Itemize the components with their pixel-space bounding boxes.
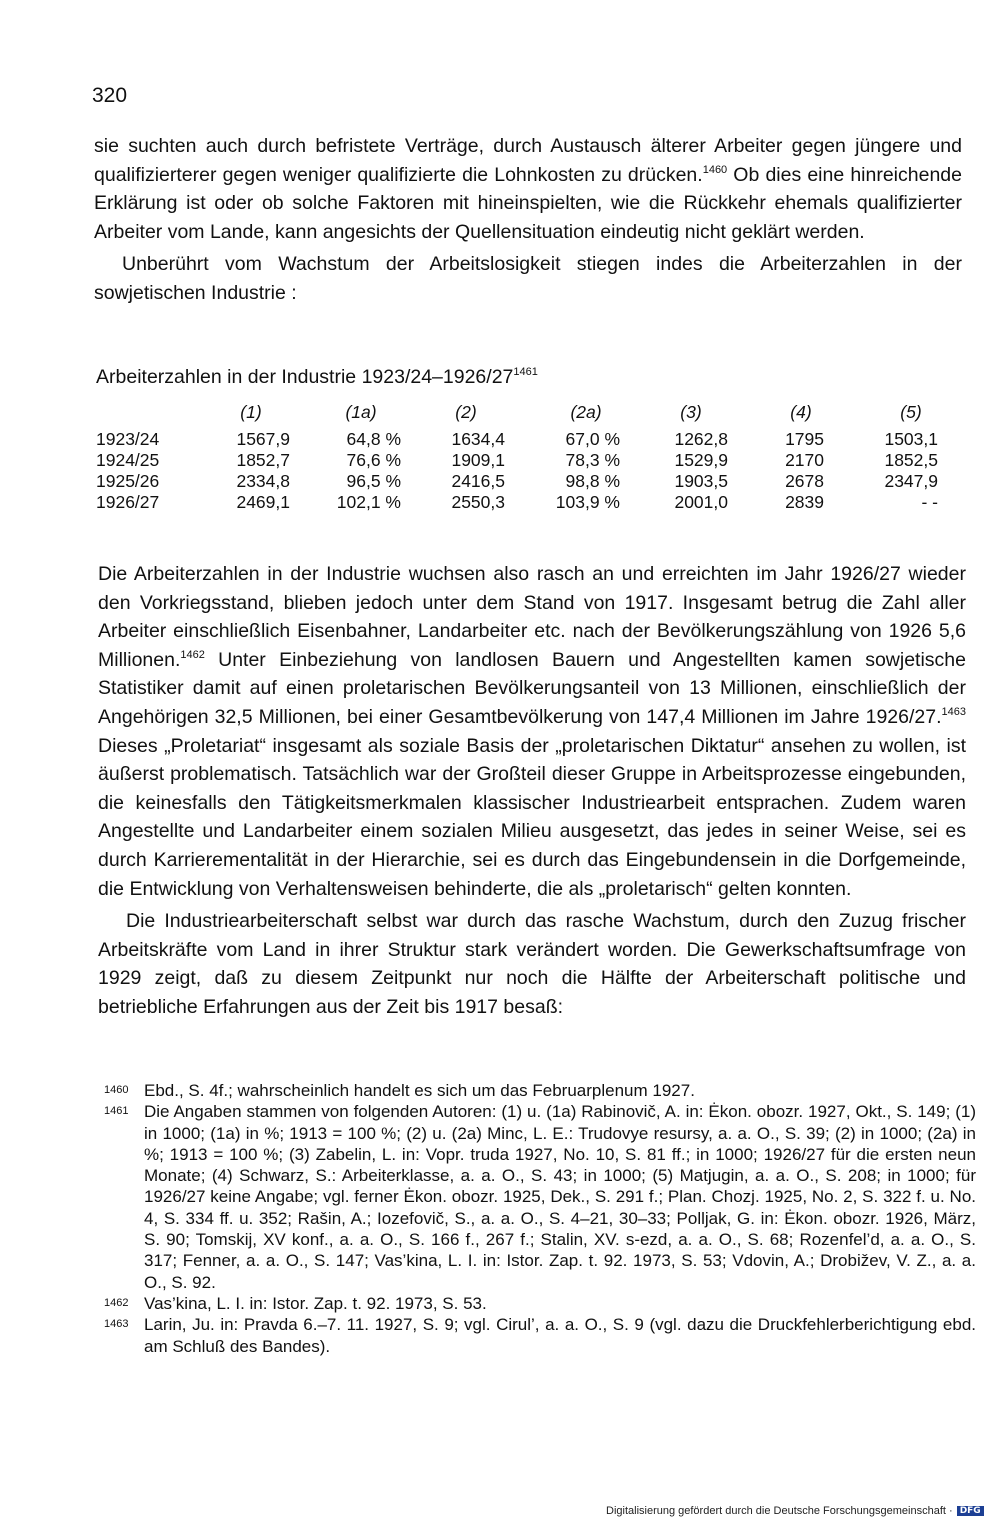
table-cell: 1926/27 — [96, 492, 160, 512]
table-header-row — [96, 402, 946, 423]
table-cell: 2550,3 — [451, 492, 505, 512]
table-cell: 102,1 % — [336, 492, 401, 512]
table-header: (2a) — [570, 402, 602, 422]
table-header: (3) — [680, 402, 702, 422]
table-cell: 1925/26 — [96, 471, 160, 491]
footnote-number: 1460 — [104, 1084, 129, 1096]
intro-paragraph-2: Unberührt vom Wachstum der Arbeitslosigkeit stiegen indes die Arbeiterzahlen in der sowjetischen Industrie : — [94, 253, 962, 304]
footnote-number: 1461 — [104, 1105, 129, 1118]
body-text — [98, 560, 966, 1022]
table-cell: 2678 — [785, 471, 824, 491]
table-row — [96, 429, 946, 450]
table-cell: 1909,1 — [451, 450, 505, 470]
table-cell: 1503,1 — [884, 429, 938, 449]
table-cell: 96,5 % — [346, 471, 401, 491]
table-cell: 1924/25 — [96, 450, 160, 470]
table-cell: 1634,4 — [451, 429, 505, 449]
footnotes — [104, 1080, 976, 1357]
body-paragraph-1: Die Arbeiterzahlen in der Industrie wuchsen also rasch an und erreichten im Jahr 1926/27 wieder den Vorkriegsstand, blieben jedoch unter dem Stand von 1917. Insgesamt betrug die Zahl aller Arbeiter einschließlich Eisenbahner, Landarbeiter etc. nach der Bevölkerungszählung von 1926 5,6 Millionen.$^{1462}$ Unter Einbeziehung von landlosen Bauern und Angestellten kamen sowjetische Statistiker damit auf einen proletarischen Bevölkerungsanteil von 13 Millionen, einschließlich der Angehörigen 32,5 Millionen, bei einer Gesamtbevölkerung von 147,4 Millionen im Jahre 1926/27.$^{1463}$ Dieses „Proletariat“ insgesamt als soziale Basis der „proletarischen Diktatur“ ansehen zu wollen, ist äußerst problematisch. Tatsächlich war der Großteil dieser Gruppe in Arbeitsprozesse eingebunden, die keinesfalls den Tätigkeitsmerkmalen klassischer Industriearbeit entsprachen. Zudem waren Angestellte und Landarbeiter einem sozialen Milieu ausgesetzt, das jedes in seiner Weise, sei es durch Karrierementalität in der Hierarchie, sei es durch das Eingebundensein in die Dorfgemeinde, die Entwicklung von Verhaltensweisen behinderte, die als „proletarisch“ gelten konnten. — [98, 563, 966, 900]
table-cell: 2347,9 — [884, 471, 938, 491]
table-row — [96, 471, 946, 492]
footnote: 1460 Ebd., S. 4f.; wahrscheinlich handelt es sich um das Februarplenum 1927. — [104, 1081, 695, 1100]
table-header: (1a) — [345, 402, 377, 422]
table-cell: 76,6 % — [346, 450, 401, 470]
table-cell: - - — [921, 492, 938, 512]
footnote-ref[interactable]: 1463 — [941, 705, 966, 718]
table-row — [96, 450, 946, 471]
table-cell: 2001,0 — [674, 492, 728, 512]
table-cell: 67,0 % — [565, 429, 620, 449]
table-cell: 64,8 % — [346, 429, 401, 449]
footnote-number: 1462 — [104, 1296, 129, 1309]
table-cell: 78,3 % — [565, 450, 620, 470]
footnote: 1461 Die Angaben stammen von folgenden Autoren: (1) u. (1a) Rabinovič, A. in: Ėkon. obozr. 1927, Okt., S. 149; (1) in 1000; (1a) in %; 1913 = 100 %; (2) u. (2a) Minc, L. E.: Trudovye resursy, a. a. O., S. 39; (2) in 1000; (2a) in %; 1913 = 100 %; (3) Zabelin, L. in: Vopr. truda 1927, No. 10, S. 81 ff.; in 1000; 1926/27 für die ersten neun Monate; (4) Schwarz, S.: Arbeiterklasse, a. a. O., S. 43; in 1000; (5) Matjugin, a. a. O., S. 208; in 1000; für 1926/27 keine Angabe; vgl. ferner Ėkon. obozr. 1925, Dek., S. 291 f.; Plan. Chozj. 1925, No. 2, S. 322 f. u. No. 4, S. 334 ff. u. 352; Rašin, A.; Iozefovič, S., a. a. O., S. 4–21, 30–33; Polljak, G. in: Ėkon. obozr. 1926, März, S. 90; Tomskij, XV konf., a. a. O., S. 166 f., 267 f.; Stalin, XV. s-ezd, a. a. O., S. 68; Rozenfel’d, a. a. O., S. 317; Fenner, a. a. O., S. 147; Vas’kina, L. I. in: Istor. Zap. t. 92. 1973, S. 53; Vdovin, A.; Drobižev, V. Z., a. a. O., S. 92. — [104, 1102, 976, 1292]
table-header: (5) — [900, 402, 922, 422]
table-cell: 1262,8 — [674, 429, 728, 449]
intro-paragraph: sie suchten auch durch befristete Verträge, durch Austausch älterer Arbeiter gegen jüngere und qualifizierterer gegen weniger qualifizierte die Lohnkosten zu drücken.$^{1460}$ Ob dies eine hinreichende Erklärung ist oder ob solche Faktoren mit hineinspielten, wie die Rückkehr ehemals qualifizierter Arbeiter vom Lande, kann angesichts der Quellensituation eindeutig nicht geklärt werden. — [94, 135, 962, 243]
body-paragraph-2: Die Industriearbeiterschaft selbst war durch das rasche Wachstum, durch den Zuzug frischer Arbeitskräfte vom Land in ihrer Struktur stark verändert worden. Die Gewerkschaftsumfrage von 1929 zeigt, daß zu diesem Zeitpunkt nur noch die Hälfte der Arbeiterschaft politische und betriebliche Erfahrungen aus der Zeit bis 1917 besaß: — [98, 910, 966, 1018]
footnote-ref[interactable]: 1462 — [180, 648, 205, 661]
footnote: 1462 Vas’kina, L. I. in: Istor. Zap. t. 92. 1973, S. 53. — [104, 1293, 487, 1313]
table-header: (4) — [790, 402, 812, 422]
table-cell: 1923/24 — [96, 429, 160, 449]
intro-text — [94, 132, 962, 308]
table-cell: 1852,5 — [884, 450, 938, 470]
table-caption: Arbeiterzahlen in der Industrie $1923/24-1926/27^{1461}$ — [96, 366, 538, 388]
dfg-logo[interactable]: DFG — [957, 1506, 984, 1516]
table-cell: 1852,7 — [236, 450, 290, 470]
table-cell: 2334,8 — [236, 471, 290, 491]
worker-numbers-table — [96, 402, 946, 513]
footnote-ref[interactable]: 1461 — [513, 366, 538, 378]
table-cell: 1529,9 — [674, 450, 728, 470]
table-cell: 2416,5 — [451, 471, 505, 491]
table-cell: 2469,1 — [236, 492, 290, 512]
table-header: (2) — [455, 402, 477, 422]
table-cell: 98,8 % — [565, 471, 620, 491]
digitization-footer — [606, 1505, 984, 1517]
footnote-ref[interactable]: 1460 — [702, 163, 728, 176]
table-cell: 1567,9 — [236, 429, 290, 449]
footnote-number: 1463 — [104, 1318, 129, 1331]
footnote: 1463 Larin, Ju. in: Pravda 6.–7. 11. 1927, S. 9; vgl. Cirul’, a. a. O., S. 9 (vgl. dazu die Druckfehlerberichtigung ebd. am Schluß des Bandes). — [104, 1315, 976, 1356]
footer-text: Digitalisierung gefördert durch die Deutsche Forschungsgemeinschaft · — [606, 1505, 953, 1517]
table-cell: 1903,5 — [674, 471, 728, 491]
table-cell: 2170 — [785, 450, 824, 470]
table-row — [96, 492, 946, 513]
table-cell: 2839 — [785, 492, 824, 512]
page-number: 320 — [92, 84, 128, 107]
table-header: (1) — [240, 402, 262, 422]
table-cell: 103,9 % — [555, 492, 620, 512]
table-cell: 1795 — [785, 429, 824, 449]
